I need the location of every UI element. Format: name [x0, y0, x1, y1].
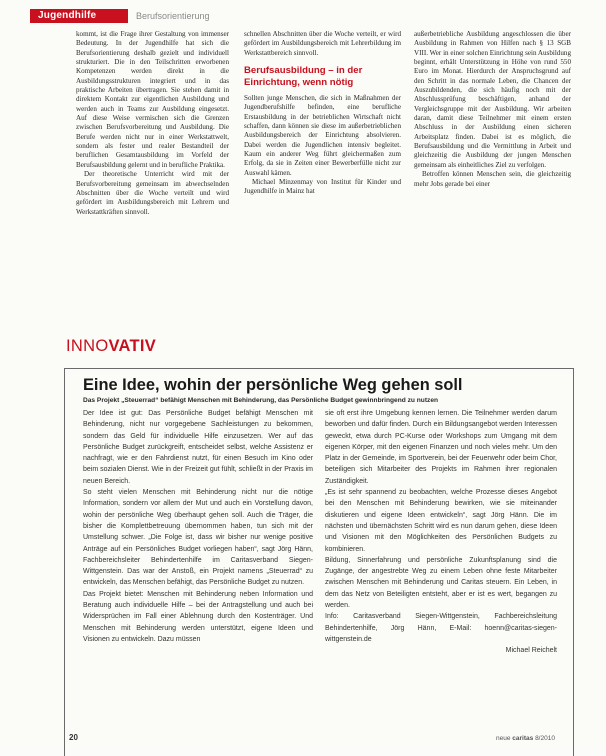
- paragraph: „Es ist sehr spannend zu beobachten, welche Prozesse dieses Angebot bei den Menschen mit Behinderung bewirken, wie sie miteinander diskutieren und eigene Ideen entwickeln“, sagt Jörg Hänn. Die im nächsten und übernächsten Schritt wird es nun darum gehen, diese Ideen und Visionen mit den Möglichkeiten des Persönlichen Budgets zu kombinieren.: [325, 489, 557, 553]
- innovativ-prefix: INNO: [66, 337, 109, 355]
- article-title: Eine Idee, wohin der persönliche Weg gehen soll: [83, 376, 463, 394]
- article-column-2: [325, 408, 557, 657]
- innovativ-label: [66, 337, 156, 355]
- magazine-name: caritas: [512, 735, 534, 742]
- author-signature: Michael Reichelt: [505, 647, 557, 655]
- paragraph: Bildung, Sinnerfahrung und persönliche Zukunftsplanung sind die Zugänge, der angestrebte Weg zu einem Leben ohne feste Mitarbeiter zwischen Menschen mit Behinderung und Caritas steuern. Ein Leben, in dem das Netz von Beteiligten entsteht, aber er ist es wert, begangen zu werden.: [325, 556, 557, 610]
- top-column-1: [76, 30, 229, 217]
- subheading: Berufsausbildung – in der Einrichtung, wenn nötig: [244, 65, 363, 88]
- paragraph: sie oft erst ihre Umgebung kennen lernen. Die Teilnehmer werden darum beworben und dafür finden. Durch ein Bildungsangebot werden Interessen geweckt, etwa durch PC-Kurse oder Workshops zum Umgang mit dem eigenen Körper, mit den eigenen Finanzen und noch vieles mehr. Um den Platz in der Gemeinde, im Sportverein, bei der Feuerwehr oder beim Chor, beteiligen sich Mitarbeiter des Projekts im Rahmen ihrer regionalen Zuständigkeit.: [325, 410, 557, 485]
- paragraph: So steht vielen Menschen mit Behinderung nicht nur die nötige Information, sondern vor allem der Mut und auch ein Vorstellung davon, wohin der persönliche Weg überhaupt gehen soll. Auch die Träger, die bisher die Komplettbetreuung übernommen haben, tun sich mit der Umstellung schwer. „Die Folge ist, dass wir bisher nur wenige positive Anträge auf ein Persönliches Budget vorliegen haben“, sagt Jörg Hänn, Fachbereichsleiter Behindertenhilfe im Caritasverband Siegen-Wittgenstein. Das war der Anstoß, ein Projekt namens „Steuerrad“ zu entwickeln, das Menschen befähigt, das Persönliche Budget zu nutzen.: [83, 489, 313, 587]
- info-paragraph: Info: Caritasverband Siegen-Wittgenstein, Fachbereichsleitung Behindertenhilfe, Jörg Hänn, E-Mail: hoenn@caritas-siegen-wittgenstein.de: [325, 613, 557, 643]
- article-column-1: [83, 408, 313, 645]
- section-topic: Berufsorientierung: [136, 11, 210, 21]
- paragraph: Betroffen können Menschen sein, die gleichzeitig mehr Jobs gerade bei einer: [414, 170, 571, 188]
- paragraph: Der theoretische Unterricht wird mit der Berufsvorbereitung gemeinsam im abwechselnden Abschnitten über die Woche verteilt und wird gefördert im Ausbildungsbereich mit Lehrern und Werkstattkräften sinnvoll.: [76, 170, 229, 216]
- top-column-3: [414, 30, 571, 189]
- innovativ-suffix: VATIV: [108, 337, 157, 355]
- paragraph: Der Idee ist gut: Das Persönliche Budget befähigt Menschen mit Behinderung, nicht nur vorgegebene Sachleistungen zu bekommen, sondern das Geld für individuelle Hilfe einzusetzen. Wer auf das Persönliche Budget zurückgreift, entscheidet selbst, welche Assistenz er nachfragt, wie er den Fahrdienst nutzt, für einen Besuch im Kino oder beim sozialen Dienst. Wie in der Freizeit gut fühlt, schließt in der Praxis im neuen Bereich.: [83, 410, 313, 485]
- top-column-2: [244, 30, 401, 197]
- section-tag-label: Jugendhilfe: [38, 10, 97, 21]
- magazine-prefix: neue: [496, 735, 511, 742]
- section-tag: [30, 9, 128, 23]
- paragraph: Sollten junge Menschen, die sich in Maßnahmen der Jugendberufshilfe befinden, eine berufliche Erstausbildung in der betrieblichen Wirtschaft nicht schaffen, dann können sie diese im außerbetrieblichen Ausbildungsbereich der Einrichtung absolvieren. Dabei werden die Jugendlichen intensiv begleitet. Kaum ein anderer Weg führt gleichermaßen zum Erfolg, da sie in Zeiten einer Bewerberfülle nicht zur Auswahl kämen.: [244, 94, 401, 177]
- paragraph: schnellen Abschnitten über die Woche verteilt, er wird gefördert im Ausbildungsbereich mit Lehrerbildung im Werkstattbereich sinnvoll.: [244, 30, 401, 57]
- magazine-issue: 8/2010: [535, 735, 555, 742]
- paragraph: außerbetriebliche Ausbildung angeschlossen die über Ausbildung in Rahmen von Hilfen nach § 13 SGB VIII. Wer in einer solchen Einrichtung sein Ausbildung beginnt, erhält Unterstützung in Höhe von rund 550 Euro im Monat. Hierdurch der Anspruchsgrund auf den Schritt in das normale Leben, die Chancen der Auszubildenden, die sich häufig noch mit der Abschlussprüfung beschäftigen, anhand der Vergleichsgruppe mit der Ausbildung. Wir arbeiten daran, damit diese Teilnehmer mit einem ersten Abschluss in der Ausbildung einen sicheren Arbeitsplatz finden. Dabei ist es möglich, die Berufsausbildung und die Vermittlung in Arbeit und gleichzeitig die Ausbildung der jungen Menschen gemeinsam als einheitliches Ziel zu verfolgen.: [414, 30, 571, 169]
- page-number: 20: [69, 733, 78, 742]
- article-lead: Das Projekt „Steuerrad“ befähigt Menschen mit Behinderung, das Persönliche Budget gewinnbringend zu nutzen: [83, 397, 439, 404]
- paragraph: Michael Minzenmay von Institut für Kinder und Jugendhilfe in Mainz hat: [244, 178, 401, 196]
- paragraph: Das Projekt bietet: Menschen mit Behinderung neben Information und Beratung auch individuelle Hilfe – bei der Antragstellung und auch bei Widersprüchen im Fall einer Ablehnung durch den Kostenträger. Und Menschen mit Behinderung werden unterstützt, eigene Ideen und Visionen zu entwickeln. Dazu müssen: [83, 590, 313, 643]
- paragraph: kommt, ist die Frage ihrer Gestaltung von immenser Bedeutung. In der Jugendhilfe hat sich die Berufsorientierung deshalb gezielt und individuell strukturiert. Die in den Teilschritten erworbenen Kompetenzen werden direkt in die Ausbildungsstrukturen integriert und in das praktische Arbeiten übertragen. Sie stehen damit in direktem Kontakt zur eigentlichen Ausbildung und werden auch in Teams zur Ausbildung eingesetzt. Auf diese Weise vermischen sich die Grenzen zwischen Berufsvorbereitung und Ausbildung. Die Berufe werden nicht nur in einer Werkstattwelt, sondern als fester und realer Bestandteil der beruflichen Gesamtausbildung im Vorfeld der Berufsausbildung gelernt und in berufliche Praktika.: [76, 30, 229, 169]
- magazine-footer: [496, 735, 555, 742]
- article-box: [64, 368, 574, 756]
